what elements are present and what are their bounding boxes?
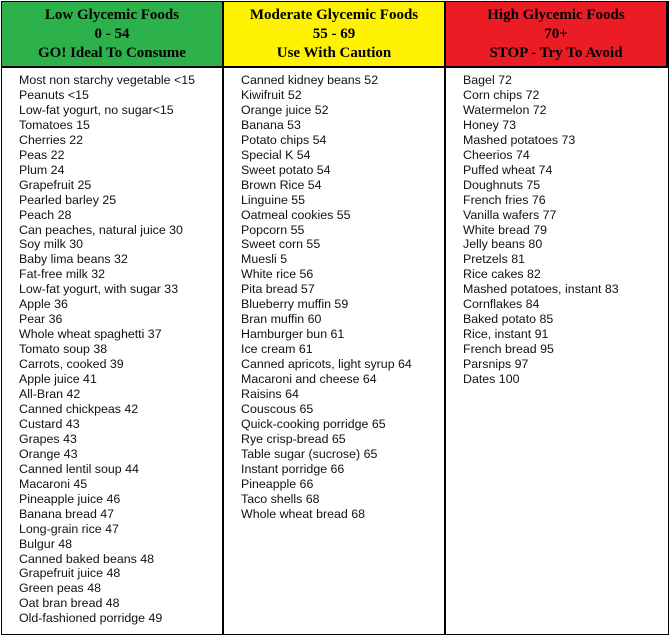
food-item: Bran muffin 60 — [241, 312, 322, 327]
food-item: Quick-cooking porridge 65 — [241, 416, 386, 431]
food-item: Cherries 22 — [19, 132, 84, 147]
food-item: Tomatoes 15 — [19, 117, 90, 132]
food-item: Orange juice 52 — [241, 102, 329, 117]
food-item: Parsnips 97 — [463, 357, 529, 372]
food-item: Low-fat yogurt, with sugar 33 — [19, 282, 179, 297]
food-item: Blueberry muffin 59 — [241, 297, 349, 312]
food-item: Vanilla wafers 77 — [463, 207, 557, 222]
food-item: Mashed potatoes 73 — [463, 132, 576, 147]
food-item: Instant porridge 66 — [241, 461, 345, 476]
food-item: Pineapple 66 — [241, 476, 314, 491]
food-item: Corn chips 72 — [463, 87, 540, 102]
food-item: White rice 56 — [241, 267, 314, 282]
food-item: Brown Rice 54 — [241, 177, 322, 192]
food-item: Special K 54 — [241, 147, 311, 162]
moderate-glycemic-column — [224, 68, 446, 634]
food-item: Old-fashioned porridge 49 — [19, 611, 163, 626]
food-item: Most non starchy vegetable <15 — [19, 73, 195, 87]
high-glycemic-range: 70+ — [544, 26, 568, 42]
food-item: Table sugar (sucrose) 65 — [241, 446, 378, 461]
moderate-glycemic-title: Moderate Glycemic Foods — [249, 7, 419, 23]
high-glycemic-advice: STOP - Try To Avoid — [489, 45, 623, 61]
food-item: Rye crisp-bread 65 — [241, 431, 346, 446]
food-item: Jelly beans 80 — [463, 237, 543, 252]
food-item: All-Bran 42 — [19, 387, 81, 402]
food-item: Pretzels 81 — [463, 252, 525, 267]
food-item: Can peaches, natural juice 30 — [19, 222, 183, 237]
food-item: Mashed potatoes, instant 83 — [463, 282, 619, 297]
low-glycemic-range: 0 - 54 — [94, 26, 130, 42]
food-item: Green peas 48 — [19, 581, 101, 596]
food-item: Couscous 65 — [241, 401, 314, 416]
low-glycemic-title: Low Glycemic Foods — [44, 7, 180, 23]
food-item: Cornflakes 84 — [463, 297, 540, 312]
food-item: Plum 24 — [19, 162, 65, 177]
food-item: Grapes 43 — [19, 431, 77, 446]
food-item: French fries 76 — [463, 192, 546, 207]
food-item: Macaroni and cheese 64 — [241, 372, 377, 387]
food-item: Pear 36 — [19, 312, 63, 327]
food-item: Custard 43 — [19, 416, 80, 431]
high-glycemic-title: High Glycemic Foods — [487, 7, 625, 23]
food-item: Dates 100 — [463, 372, 520, 387]
food-item: Apple juice 41 — [19, 372, 97, 387]
food-item: Rice, instant 91 — [463, 327, 549, 342]
food-item: Macaroni 45 — [19, 476, 88, 491]
food-item: Tomato soup 38 — [19, 342, 108, 357]
food-item: Hamburger bun 61 — [241, 327, 345, 342]
food-item: Grapefruit juice 48 — [19, 566, 121, 581]
food-item: Sweet corn 55 — [241, 237, 321, 252]
food-item: Canned apricots, light syrup 64 — [241, 357, 412, 372]
high-glycemic-column — [446, 68, 668, 634]
food-item: Canned baked beans 48 — [19, 551, 155, 566]
food-item: Peanuts <15 — [19, 87, 89, 102]
food-item: Pearled barley 25 — [19, 192, 117, 207]
food-item: Peach 28 — [19, 207, 72, 222]
food-item: Muesli 5 — [241, 252, 288, 267]
moderate-glycemic-range: 55 - 69 — [312, 26, 356, 42]
food-item: Apple 36 — [19, 297, 68, 312]
food-item: Watermelon 72 — [463, 102, 547, 117]
food-item: Banana 53 — [241, 117, 301, 132]
food-item: Linguine 55 — [241, 192, 306, 207]
food-item: Long-grain rice 47 — [19, 521, 119, 536]
low-glycemic-column — [2, 68, 224, 634]
food-item: Whole wheat spaghetti 37 — [19, 327, 162, 342]
food-item: Bulgur 48 — [19, 536, 73, 551]
glycemic-index-table — [1, 1, 669, 635]
food-item: Potato chips 54 — [241, 132, 327, 147]
food-item: Honey 73 — [463, 117, 517, 132]
food-item: Whole wheat bread 68 — [241, 506, 365, 521]
low-glycemic-advice: GO! Ideal To Consume — [38, 45, 186, 61]
food-item: Canned kidney beans 52 — [241, 73, 379, 87]
food-item: Canned chickpeas 42 — [19, 401, 139, 416]
food-item: Carrots, cooked 39 — [19, 357, 124, 372]
food-item: Soy milk 30 — [19, 237, 84, 252]
food-item: Puffed wheat 74 — [463, 162, 553, 177]
food-item: French bread 95 — [463, 342, 554, 357]
food-item: Pineapple juice 46 — [19, 491, 121, 506]
moderate-glycemic-header — [224, 2, 446, 68]
food-item: Raisins 64 — [241, 387, 299, 402]
high-glycemic-list — [463, 73, 668, 387]
food-item: Oatmeal cookies 55 — [241, 207, 351, 222]
food-item: White bread 79 — [463, 222, 548, 237]
food-item: Bagel 72 — [463, 73, 512, 87]
moderate-glycemic-list — [241, 73, 444, 522]
low-glycemic-header — [2, 2, 224, 68]
food-item: Pita bread 57 — [241, 282, 315, 297]
food-item: Sweet potato 54 — [241, 162, 331, 177]
food-item: Baked potato 85 — [463, 312, 554, 327]
food-item: Fat-free milk 32 — [19, 267, 106, 282]
food-item: Ice cream 61 — [241, 342, 313, 357]
food-item: Peas 22 — [19, 147, 65, 162]
food-item: Orange 43 — [19, 446, 78, 461]
food-item: Doughnuts 75 — [463, 177, 541, 192]
food-item: Popcorn 55 — [241, 222, 305, 237]
food-item: Low-fat yogurt, no sugar<15 — [19, 102, 174, 117]
food-item: Banana bread 47 — [19, 506, 115, 521]
high-glycemic-header — [446, 2, 668, 68]
food-item: Grapefruit 25 — [19, 177, 92, 192]
food-item: Taco shells 68 — [241, 491, 320, 506]
food-item: Kiwifruit 52 — [241, 87, 302, 102]
low-glycemic-list — [19, 73, 222, 626]
food-item: Baby lima beans 32 — [19, 252, 128, 267]
food-item: Canned lentil soup 44 — [19, 461, 139, 476]
moderate-glycemic-advice: Use With Caution — [276, 45, 392, 61]
food-item: Oat bran bread 48 — [19, 596, 120, 611]
food-item: Rice cakes 82 — [463, 267, 541, 282]
food-item: Cheerios 74 — [463, 147, 530, 162]
